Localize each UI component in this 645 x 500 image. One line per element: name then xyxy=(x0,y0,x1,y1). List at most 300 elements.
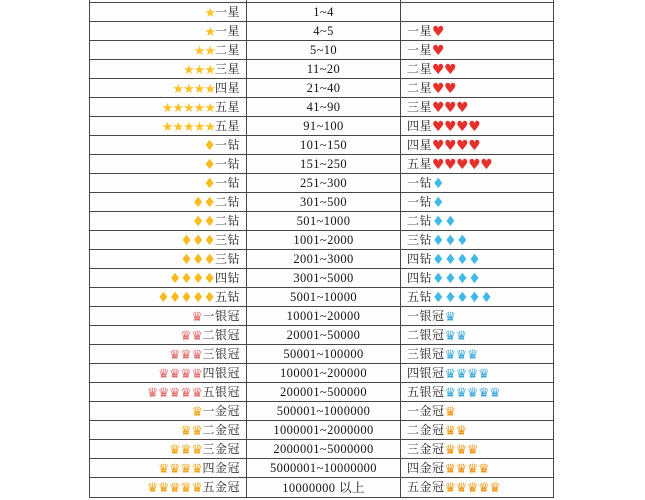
blue-diamond-icon: ♦ xyxy=(432,270,445,287)
range-cell xyxy=(247,420,401,439)
blue-diamond-icon: ♦ xyxy=(480,289,493,306)
buyer-level-label: 三钻 xyxy=(407,232,433,247)
seller-level-label: 三金冠 xyxy=(202,441,240,456)
blue-diamond-icon: ♦ xyxy=(456,270,469,287)
buyer-level-label: 一星 xyxy=(407,23,433,38)
blue-diamond-icon: ♦ xyxy=(444,289,457,306)
range-value: 50001~100000 xyxy=(283,346,364,361)
seller-level-cell xyxy=(90,268,247,287)
buyer-level-cell xyxy=(401,363,554,382)
seller-level-cell xyxy=(90,21,247,40)
buyer-level-label: 四金冠 xyxy=(407,460,445,475)
seller-level-cell xyxy=(90,135,247,154)
blue-crown-icon: ♛ xyxy=(455,347,467,363)
table-row xyxy=(90,135,554,154)
seller-level-cell xyxy=(90,477,247,497)
orange-crown-icon: ♛ xyxy=(444,481,456,497)
gold-diamond-icon: ♦ xyxy=(168,289,181,306)
blue-diamond-icon: ♦ xyxy=(432,175,445,192)
table-row xyxy=(90,78,554,97)
seller-level-cell xyxy=(90,249,247,268)
gold-crown-icon: ♛ xyxy=(169,461,181,477)
buyer-level-label: 五银冠 xyxy=(407,384,445,399)
orange-crown-icon: ♛ xyxy=(444,404,456,420)
seller-level-label: 一钻 xyxy=(214,137,240,152)
star-icon: ★ xyxy=(161,119,173,135)
table-row xyxy=(90,306,554,325)
gold-crown-icon: ♛ xyxy=(191,461,203,477)
table-row xyxy=(90,344,554,363)
orange-crown-icon: ♛ xyxy=(466,461,478,477)
star-icon: ★ xyxy=(204,119,215,135)
buyer-level-label: 三星 xyxy=(407,99,433,114)
heart-icon: ♥ xyxy=(444,61,457,78)
orange-crown-icon: ♛ xyxy=(455,442,467,458)
silver-crown-icon: ♛ xyxy=(169,385,181,401)
range-cell xyxy=(247,287,401,306)
gold-diamond-icon: ♦ xyxy=(191,289,204,306)
gold-diamond-icon: ♦ xyxy=(180,270,192,287)
blue-diamond-icon: ♦ xyxy=(432,232,445,249)
heart-icon: ♥ xyxy=(444,156,457,173)
seller-level-label: 二金冠 xyxy=(202,422,240,437)
range-cell xyxy=(247,2,401,21)
buyer-level-cell xyxy=(401,401,554,420)
blue-diamond-icon: ♦ xyxy=(432,289,445,306)
gold-diamond-icon: ♦ xyxy=(191,270,204,287)
range-value: 2001~3000 xyxy=(293,251,354,266)
seller-level-cell xyxy=(90,59,247,78)
buyer-level-cell xyxy=(401,382,554,401)
range-value: 200001~500000 xyxy=(280,384,367,399)
silver-crown-icon: ♛ xyxy=(191,309,203,325)
buyer-level-cell xyxy=(401,420,554,439)
range-value: 151~250 xyxy=(299,156,348,171)
star-icon: ★ xyxy=(193,81,205,97)
blue-crown-icon: ♛ xyxy=(466,385,478,401)
range-cell xyxy=(247,21,401,40)
seller-level-label: 五钻 xyxy=(214,289,240,304)
orange-crown-icon: ♛ xyxy=(455,423,467,439)
blue-diamond-icon: ♦ xyxy=(444,251,457,268)
seller-level-label: 二钻 xyxy=(214,194,240,209)
buyer-level-label: 四钻 xyxy=(407,251,433,266)
heart-icon: ♥ xyxy=(432,61,445,78)
gold-crown-icon: ♛ xyxy=(146,481,158,497)
seller-level-label: 五金冠 xyxy=(202,480,240,495)
blue-diamond-icon: ♦ xyxy=(468,270,481,287)
range-cell xyxy=(247,116,401,135)
range-value: 10000000 以上 xyxy=(282,480,365,495)
silver-crown-icon: ♛ xyxy=(169,366,181,382)
table-row xyxy=(90,59,554,78)
gold-diamond-icon: ♦ xyxy=(203,213,215,230)
seller-level-label: 三钻 xyxy=(214,232,240,247)
seller-level-cell xyxy=(90,173,247,192)
buyer-level-cell xyxy=(401,211,554,230)
gold-diamond-icon: ♦ xyxy=(180,232,192,249)
buyer-level-label: 一钻 xyxy=(407,194,433,209)
star-icon: ★ xyxy=(204,24,215,40)
blue-crown-icon: ♛ xyxy=(477,366,490,382)
table-row xyxy=(90,230,554,249)
gold-crown-icon: ♛ xyxy=(157,481,170,497)
seller-level-label: 一钻 xyxy=(214,175,240,190)
gold-diamond-icon: ♦ xyxy=(191,213,204,230)
seller-level-label: 二银冠 xyxy=(202,327,240,342)
range-value: 41~90 xyxy=(306,99,341,114)
range-value: 10001~20000 xyxy=(286,308,361,323)
buyer-level-label: 二星 xyxy=(407,80,433,95)
gold-crown-icon: ♛ xyxy=(169,481,181,497)
orange-crown-icon: ♛ xyxy=(455,461,467,477)
blue-diamond-icon: ♦ xyxy=(444,270,457,287)
buyer-level-cell xyxy=(401,21,554,40)
table-row xyxy=(90,268,554,287)
seller-level-cell xyxy=(90,458,247,477)
range-value: 5001~10000 xyxy=(289,289,357,304)
star-icon: ★ xyxy=(193,100,205,116)
buyer-level-cell xyxy=(401,2,554,21)
seller-level-label: 一钻 xyxy=(214,156,240,171)
range-value: 5000001~10000000 xyxy=(270,460,377,475)
buyer-level-cell xyxy=(401,344,554,363)
buyer-level-cell xyxy=(401,230,554,249)
seller-level-label: 四星 xyxy=(214,80,240,95)
heart-icon: ♥ xyxy=(456,137,469,154)
buyer-level-label: 四星 xyxy=(407,118,433,133)
star-icon: ★ xyxy=(172,119,184,135)
range-cell xyxy=(247,173,401,192)
buyer-level-cell xyxy=(401,268,554,287)
range-value: 4~5 xyxy=(313,23,334,38)
blue-crown-icon: ♛ xyxy=(444,385,456,401)
gold-diamond-icon: ♦ xyxy=(191,194,204,211)
table-row xyxy=(90,97,554,116)
seller-level-cell xyxy=(90,401,247,420)
blue-crown-icon: ♛ xyxy=(444,309,456,325)
table-row xyxy=(90,420,554,439)
seller-level-label: 四金冠 xyxy=(202,460,240,475)
buyer-level-label: 五钻 xyxy=(407,289,433,304)
buyer-level-cell xyxy=(401,249,554,268)
star-icon: ★ xyxy=(193,43,205,59)
table-row xyxy=(90,192,554,211)
blue-crown-icon: ♛ xyxy=(444,366,456,382)
range-cell xyxy=(247,439,401,458)
buyer-level-label: 三银冠 xyxy=(407,346,445,361)
blue-crown-icon: ♛ xyxy=(466,347,478,363)
blue-diamond-icon: ♦ xyxy=(456,289,469,306)
buyer-level-cell xyxy=(401,439,554,458)
range-value: 20001~50000 xyxy=(286,327,361,342)
seller-level-label: 一金冠 xyxy=(202,403,240,418)
buyer-level-label: 二星 xyxy=(407,61,433,76)
gold-diamond-icon: ♦ xyxy=(203,251,215,268)
orange-crown-icon: ♛ xyxy=(444,423,456,439)
blue-crown-icon: ♛ xyxy=(444,328,456,344)
buyer-level-label: 三金冠 xyxy=(407,441,445,456)
seller-level-cell xyxy=(90,439,247,458)
gold-crown-icon: ♛ xyxy=(180,442,192,458)
range-cell xyxy=(247,78,401,97)
heart-icon: ♥ xyxy=(456,99,469,116)
seller-level-label: 四钻 xyxy=(214,270,240,285)
buyer-level-cell xyxy=(401,477,554,497)
heart-icon: ♥ xyxy=(432,23,445,40)
heart-icon: ♥ xyxy=(444,99,457,116)
star-icon: ★ xyxy=(183,100,194,116)
range-value: 1~4 xyxy=(313,4,334,19)
seller-level-label: 五星 xyxy=(214,118,240,133)
heart-icon: ♥ xyxy=(444,80,457,97)
buyer-level-label: 二金冠 xyxy=(407,422,445,437)
heart-icon: ♥ xyxy=(468,118,481,135)
range-value: 11~20 xyxy=(306,61,341,76)
seller-level-cell xyxy=(90,306,247,325)
range-cell xyxy=(247,382,401,401)
buyer-level-cell xyxy=(401,192,554,211)
gold-diamond-icon: ♦ xyxy=(168,270,181,287)
buyer-level-label: 五星 xyxy=(407,156,433,171)
table-row xyxy=(90,249,554,268)
table-row xyxy=(90,21,554,40)
range-cell xyxy=(247,59,401,78)
gold-crown-icon: ♛ xyxy=(180,481,192,497)
seller-level-cell xyxy=(90,325,247,344)
heart-icon: ♥ xyxy=(456,118,469,135)
range-value: 1000001~2000000 xyxy=(273,422,374,437)
orange-crown-icon: ♛ xyxy=(466,481,478,497)
buyer-level-cell xyxy=(401,458,554,477)
buyer-level-label: 一星 xyxy=(407,42,433,57)
orange-crown-icon: ♛ xyxy=(444,442,456,458)
seller-level-label: 一星 xyxy=(214,4,240,19)
buyer-level-label: 一金冠 xyxy=(407,403,445,418)
star-icon: ★ xyxy=(183,119,194,135)
heart-icon: ♥ xyxy=(468,137,481,154)
gold-diamond-icon: ♦ xyxy=(203,194,215,211)
rating-table xyxy=(89,0,554,498)
blue-diamond-icon: ♦ xyxy=(456,251,469,268)
buyer-level-label: 四钻 xyxy=(407,270,433,285)
range-value: 21~40 xyxy=(306,80,341,95)
seller-level-cell xyxy=(90,116,247,135)
buyer-level-cell xyxy=(401,173,554,192)
table-row xyxy=(90,211,554,230)
star-icon: ★ xyxy=(172,100,184,116)
table-row xyxy=(90,477,554,497)
table-row xyxy=(90,363,554,382)
range-cell xyxy=(247,268,401,287)
gold-diamond-icon: ♦ xyxy=(203,156,215,173)
table-row xyxy=(90,116,554,135)
table-row xyxy=(90,154,554,173)
range-cell xyxy=(247,135,401,154)
gold-crown-icon: ♛ xyxy=(180,423,192,439)
range-value: 100001~200000 xyxy=(280,365,367,380)
orange-crown-icon: ♛ xyxy=(489,481,501,497)
gold-diamond-icon: ♦ xyxy=(180,251,192,268)
buyer-level-label: 一钻 xyxy=(407,175,433,190)
star-icon: ★ xyxy=(172,81,184,97)
range-value: 3001~5000 xyxy=(293,270,354,285)
range-cell xyxy=(247,97,401,116)
silver-crown-icon: ♛ xyxy=(157,366,170,382)
range-value: 301~500 xyxy=(299,194,348,209)
star-icon: ★ xyxy=(183,62,194,78)
range-cell xyxy=(247,363,401,382)
range-cell xyxy=(247,211,401,230)
heart-icon: ♥ xyxy=(432,118,445,135)
range-value: 101~150 xyxy=(299,137,348,152)
seller-level-cell xyxy=(90,363,247,382)
seller-level-label: 五星 xyxy=(214,99,240,114)
rating-table-body xyxy=(90,0,554,497)
heart-icon: ♥ xyxy=(432,156,445,173)
range-value: 1001~2000 xyxy=(293,232,354,247)
seller-level-cell xyxy=(90,97,247,116)
gold-diamond-icon: ♦ xyxy=(203,137,215,154)
star-icon: ★ xyxy=(193,119,205,135)
seller-level-label: 一银冠 xyxy=(202,308,240,323)
buyer-level-cell xyxy=(401,325,554,344)
buyer-level-cell xyxy=(401,116,554,135)
blue-crown-icon: ♛ xyxy=(466,366,478,382)
gold-crown-icon: ♛ xyxy=(191,442,203,458)
gold-crown-icon: ♛ xyxy=(157,461,170,477)
seller-level-cell xyxy=(90,287,247,306)
silver-crown-icon: ♛ xyxy=(180,366,192,382)
buyer-level-cell xyxy=(401,59,554,78)
gold-diamond-icon: ♦ xyxy=(157,289,169,306)
seller-level-label: 三星 xyxy=(214,61,240,76)
silver-crown-icon: ♛ xyxy=(180,328,192,344)
blue-diamond-icon: ♦ xyxy=(432,194,445,211)
star-icon: ★ xyxy=(204,100,215,116)
blue-crown-icon: ♛ xyxy=(455,328,467,344)
blue-diamond-icon: ♦ xyxy=(468,289,481,306)
star-icon: ★ xyxy=(204,62,215,78)
seller-level-cell xyxy=(90,40,247,59)
range-cell xyxy=(247,458,401,477)
blue-diamond-icon: ♦ xyxy=(456,232,469,249)
blue-diamond-icon: ♦ xyxy=(444,213,457,230)
blue-diamond-icon: ♦ xyxy=(432,251,445,268)
gold-crown-icon: ♛ xyxy=(191,481,203,497)
seller-level-label: 四银冠 xyxy=(202,365,240,380)
range-value: 501~1000 xyxy=(296,213,351,228)
buyer-level-label: 四星 xyxy=(407,137,433,152)
table-row xyxy=(90,382,554,401)
gold-crown-icon: ♛ xyxy=(191,404,203,420)
range-cell xyxy=(247,192,401,211)
star-icon: ★ xyxy=(183,81,194,97)
seller-level-cell xyxy=(90,344,247,363)
gold-diamond-icon: ♦ xyxy=(203,175,215,192)
seller-level-cell xyxy=(90,382,247,401)
buyer-level-cell xyxy=(401,97,554,116)
silver-crown-icon: ♛ xyxy=(191,328,203,344)
buyer-level-cell xyxy=(401,306,554,325)
table-row xyxy=(90,173,554,192)
heart-icon: ♥ xyxy=(432,137,445,154)
silver-crown-icon: ♛ xyxy=(169,347,181,363)
blue-diamond-icon: ♦ xyxy=(468,251,481,268)
heart-icon: ♥ xyxy=(432,42,445,59)
range-cell xyxy=(247,325,401,344)
seller-level-label: 五银冠 xyxy=(202,384,240,399)
heart-icon: ♥ xyxy=(444,137,457,154)
range-value: 91~100 xyxy=(303,118,344,133)
table-row xyxy=(90,325,554,344)
silver-crown-icon: ♛ xyxy=(180,385,192,401)
range-cell xyxy=(247,249,401,268)
silver-crown-icon: ♛ xyxy=(191,347,203,363)
range-cell xyxy=(247,344,401,363)
star-icon: ★ xyxy=(204,81,215,97)
buyer-level-cell xyxy=(401,40,554,59)
buyer-level-label: 二银冠 xyxy=(407,327,445,342)
seller-level-cell xyxy=(90,230,247,249)
table-row xyxy=(90,2,554,21)
gold-diamond-icon: ♦ xyxy=(203,289,215,306)
table-row xyxy=(90,40,554,59)
seller-level-cell xyxy=(90,2,247,21)
buyer-level-cell xyxy=(401,135,554,154)
range-cell xyxy=(247,306,401,325)
gold-diamond-icon: ♦ xyxy=(203,270,215,287)
seller-level-cell xyxy=(90,420,247,439)
seller-level-label: 三银冠 xyxy=(202,346,240,361)
orange-crown-icon: ♛ xyxy=(444,461,456,477)
seller-level-label: 一星 xyxy=(214,23,240,38)
seller-level-cell xyxy=(90,211,247,230)
star-icon: ★ xyxy=(204,43,215,59)
blue-crown-icon: ♛ xyxy=(455,385,467,401)
star-icon: ★ xyxy=(193,62,205,78)
orange-crown-icon: ♛ xyxy=(477,461,490,477)
silver-crown-icon: ♛ xyxy=(157,385,170,401)
orange-crown-icon: ♛ xyxy=(477,481,490,497)
buyer-level-label: 四银冠 xyxy=(407,365,445,380)
range-value: 500001~1000000 xyxy=(276,403,371,418)
silver-crown-icon: ♛ xyxy=(191,366,203,382)
gold-crown-icon: ♛ xyxy=(191,423,203,439)
range-cell xyxy=(247,154,401,173)
seller-level-label: 二钻 xyxy=(214,213,240,228)
range-cell xyxy=(247,40,401,59)
buyer-level-cell xyxy=(401,78,554,97)
star-icon: ★ xyxy=(161,100,173,116)
blue-diamond-icon: ♦ xyxy=(444,232,457,249)
table-row xyxy=(90,401,554,420)
gold-crown-icon: ♛ xyxy=(180,461,192,477)
range-cell xyxy=(247,401,401,420)
gold-diamond-icon: ♦ xyxy=(191,251,204,268)
gold-diamond-icon: ♦ xyxy=(203,232,215,249)
buyer-level-cell xyxy=(401,154,554,173)
blue-crown-icon: ♛ xyxy=(444,347,456,363)
heart-icon: ♥ xyxy=(432,99,445,116)
range-cell xyxy=(247,230,401,249)
blue-diamond-icon: ♦ xyxy=(432,213,445,230)
range-cell xyxy=(247,477,401,497)
gold-diamond-icon: ♦ xyxy=(191,232,204,249)
seller-level-cell xyxy=(90,154,247,173)
heart-icon: ♥ xyxy=(456,156,469,173)
seller-level-label: 二星 xyxy=(214,42,240,57)
